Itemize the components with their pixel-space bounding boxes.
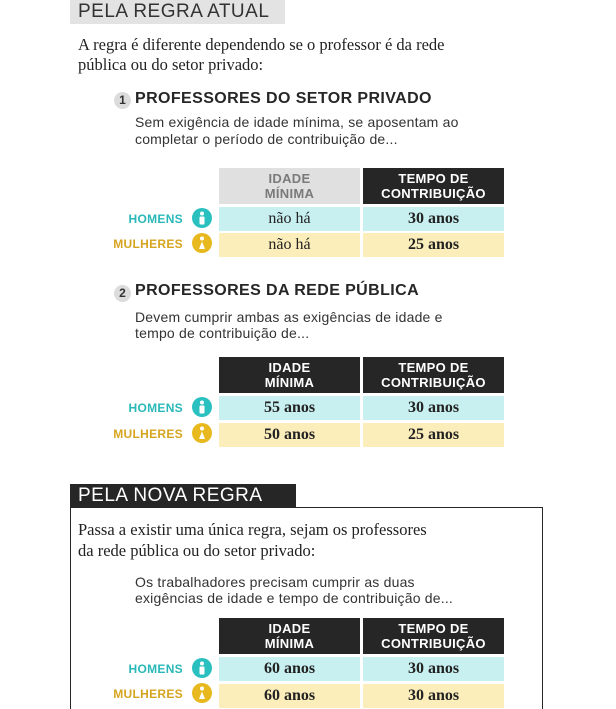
female-person-icon — [192, 423, 212, 443]
header-line: TEMPO DE — [398, 171, 469, 186]
section1-men-time-cell: 30 anos — [363, 207, 504, 231]
section2-women-label: MULHERES — [113, 427, 183, 441]
female-person-icon — [192, 683, 212, 703]
header-line: CONTRIBUIÇÃO — [381, 375, 486, 390]
section2-header-contribution — [363, 357, 504, 393]
header-line: CONTRIBUIÇÃO — [381, 186, 486, 201]
header-line: IDADE — [268, 360, 311, 375]
current-rule-tag: PELA REGRA ATUAL — [70, 0, 285, 24]
header-line: TEMPO DE — [398, 360, 469, 375]
header-line: IDADE — [268, 621, 311, 636]
section1-desc-line2: completar o período de contribuição de... — [135, 131, 398, 147]
new-rule-men-time-cell: 30 anos — [363, 657, 504, 681]
new-rule-tag: PELA NOVA REGRA — [70, 484, 296, 508]
header-line: MÍNIMA — [264, 186, 315, 201]
section1-title: PROFESSORES DO SETOR PRIVADO — [135, 90, 432, 107]
male-person-icon — [192, 208, 212, 228]
header-line: IDADE — [268, 171, 311, 186]
new-rule-women-label: MULHERES — [113, 687, 183, 701]
section2-desc-line1: Devem cumprir ambas as exigências de idade e — [135, 309, 443, 325]
header-line: TEMPO DE — [398, 621, 469, 636]
section1-number-badge: 1 — [114, 92, 131, 109]
header-line: MÍNIMA — [264, 636, 315, 651]
section2-women-age-cell: 50 anos — [219, 423, 360, 447]
section2-men-time-cell: 30 anos — [363, 396, 504, 420]
section2-women-time-cell: 25 anos — [363, 423, 504, 447]
section1-men-age-cell: não há — [219, 207, 360, 231]
new-rule-desc-line2: exigências de idade e tempo de contribuição de... — [135, 590, 454, 606]
section1-header-min-age — [219, 168, 360, 204]
section2-header-min-age — [219, 357, 360, 393]
female-person-icon — [192, 233, 212, 253]
section1-header-contribution — [363, 168, 504, 204]
section2-number-badge: 2 — [114, 285, 131, 302]
section1-men-label: HOMENS — [128, 212, 183, 226]
section1-women-age-cell: não há — [219, 233, 360, 257]
new-rule-desc-line1: Os trabalhadores precisam cumprir as duas — [135, 574, 415, 590]
new-rule-men-label: HOMENS — [128, 662, 183, 676]
header-line: CONTRIBUIÇÃO — [381, 636, 486, 651]
section1-desc-line1: Sem exigência de idade mínima, se aposentam ao — [135, 114, 459, 130]
section2-title: PROFESSORES DA REDE PÚBLICA — [135, 282, 420, 299]
section2-men-age-cell: 55 anos — [219, 396, 360, 420]
new-rule-intro-line2: da rede pública ou do setor privado: — [78, 541, 316, 560]
new-rule-intro-line1: Passa a existir uma única regra, sejam os professores — [78, 520, 427, 539]
new-rule-header-contribution — [363, 618, 504, 654]
section1-women-time-cell: 25 anos — [363, 233, 504, 257]
new-rule-men-age-cell: 60 anos — [219, 657, 360, 681]
header-line: MÍNIMA — [264, 375, 315, 390]
section2-men-label: HOMENS — [128, 401, 183, 415]
new-rule-women-age-cell: 60 anos — [219, 684, 360, 708]
new-rule-women-time-cell: 30 anos — [363, 684, 504, 708]
section1-women-label: MULHERES — [113, 237, 183, 251]
current-rule-intro-line2: pública ou do setor privado: — [78, 55, 264, 74]
male-person-icon — [192, 397, 212, 417]
current-rule-intro-line1: A regra é diferente dependendo se o professor é da rede — [78, 35, 445, 54]
section2-desc-line2: tempo de contribuição de... — [135, 325, 310, 341]
male-person-icon — [192, 658, 212, 678]
new-rule-header-min-age — [219, 618, 360, 654]
